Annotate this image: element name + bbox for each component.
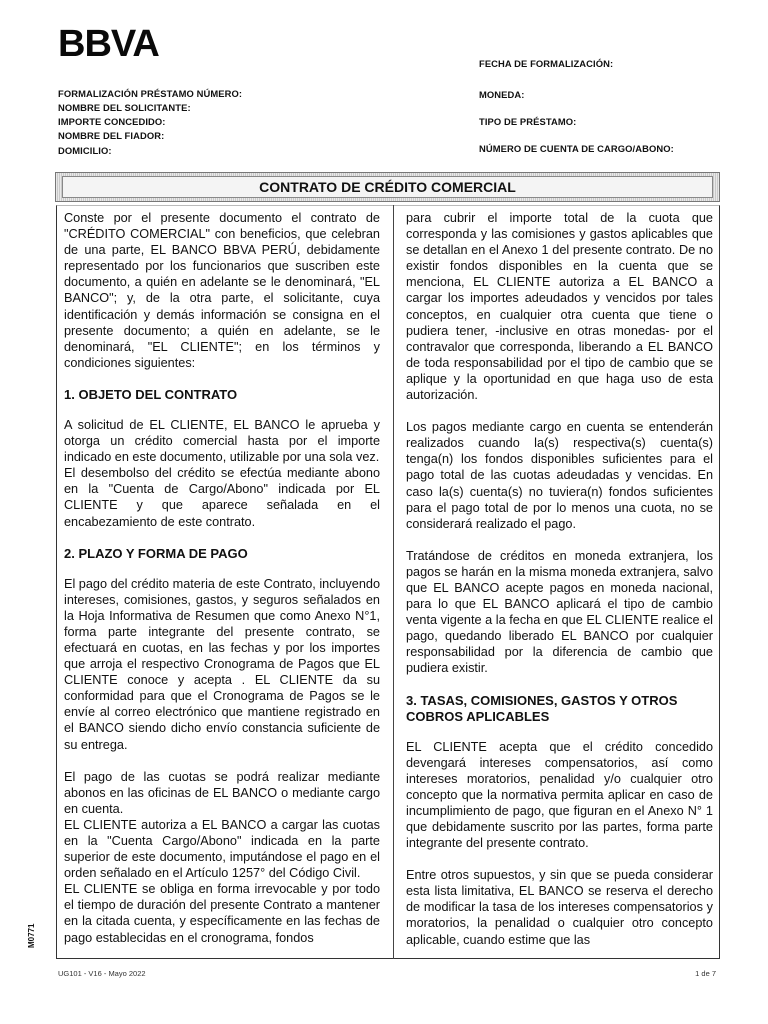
section-2-heading: 2. PLAZO Y FORMA DE PAGO (64, 545, 248, 561)
contract-title: CONTRATO DE CRÉDITO COMERCIAL (259, 179, 516, 195)
section-3-heading: 3. TASAS, COMISIONES, GASTOS Y OTROS COBROS APLICABLES (406, 692, 678, 724)
section-2-paragraph-2: El pago de las cuotas se podrá realizar mediante abonos en las oficinas de EL BANCO o mediante cargo en cuenta. (64, 769, 380, 816)
side-form-code: M0771 (27, 923, 36, 948)
page-number: 1 de 7 (695, 969, 716, 978)
section-2-paragraph-1: El pago del crédito materia de este Contrato, incluyendo intereses, comisiones, gastos, y seguros señalados en la Hoja Informativa de Resumen que como Anexo N°1, forma parte integrante del presente contrato, se efectuará en cuotas, en las fechas y por los importes que arroja el respectivo Cronograma de Pagos que EL CLIENTE conoce y acepta . EL CLIENTE da su conformidad para que el Cronograma de Pagos se le envíe al correo electrónico que mantiene registrado en el BANCO siendo dicho envío constancia suficiente de su entrega. (64, 576, 380, 752)
section-1-heading: 1. OBJETO DEL CONTRATO (64, 386, 238, 402)
section-3-paragraph-1: EL CLIENTE acepta que el crédito concedido devengará intereses compensatorios, así como intereses moratorios, penalidad y/o cualquier otro concepto que la normativa permita aplicar en caso de incumplimiento de pago, que figuran en el Anexo N° 1 que debidamente suscrito por las partes, forma parte integrante del presente contrato. (406, 739, 713, 851)
left-column (64, 210, 380, 946)
section-2-paragraph-4: EL CLIENTE se obliga en forma irrevocable y por todo el tiempo de duración del presente Contrato a mantener en la citada cuenta, y específicamente en las fechas de pago establecidas en el cronograma, fondos (64, 882, 380, 945)
tipo-prestamo-label: TIPO DE PRÉSTAMO: (479, 116, 577, 127)
moneda-label: MONEDA: (479, 89, 525, 100)
section-1-paragraph-2: El desembolso del crédito se efectúa mediante abono en la "Cuenta de Cargo/Abono" indicada por EL CLIENTE y que aparece señalada en el encabezamiento de este contrato. (64, 466, 380, 529)
section-3-paragraph-2: Entre otros supuestos, y sin que se pueda considerar esta lista limitativa, EL BANCO se reserva el derecho de modificar la tasa de los intereses compensatorios y moratorios, la penalidad o cualquier otro concepto aplicable, cuando estime que las (406, 868, 713, 947)
right-column (406, 210, 713, 948)
intro-paragraph: Conste por el presente documento el contrato de "CRÉDITO COMERCIAL" con beneficios, que celebran de una parte, EL BANCO BBVA PERÚ, debidamente representado por los funcionarios que suscriben este documento, a quién en adelante se le denominará, "EL BANCO"; y, de la otra parte, el solicitante, cuya identificación y demás información se consigna en el presente documento; a quién en adelante, se le denominará, "EL CLIENTE"; en los términos y condiciones siguientes: (64, 211, 380, 370)
contract-title-box (55, 172, 720, 202)
bbva-logo (58, 22, 188, 62)
nombre-fiador-label: NOMBRE DEL FIADOR: (58, 130, 165, 141)
logo-text: BBVA (58, 23, 159, 62)
section-2-paragraph-3: EL CLIENTE autoriza a EL BANCO a cargar las cuotas en la "Cuenta Cargo/Abono" indicada en la parte superior de este documento, imputándose el pago en el orden señalado en el Artículo 1257° del Código Civil. (64, 817, 380, 881)
nombre-solicitante-label: NOMBRE DEL SOLICITANTE: (58, 102, 191, 113)
right-paragraph-2: Los pagos mediante cargo en cuenta se entenderán realizados cuando la(s) respectiva(s) cuenta(s) tenga(n) los fondos disponibles suficientes para el pago total de las cuotas adeudadas y vencidas. En caso la(s) cuenta(s) no tuviera(n) fondos suficientes para el pago total de por lo menos una cuota, no se considerará realizado el pago. (406, 420, 713, 531)
importe-concedido-label: IMPORTE CONCEDIDO: (58, 116, 166, 127)
cuenta-cargo-abono-label: NÚMERO DE CUENTA DE CARGO/ABONO: (479, 143, 674, 154)
section-1-paragraph-1: A solicitud de EL CLIENTE, EL BANCO le aprueba y otorga un crédito comercial hasta por el importe indicado en este documento, utilizable por una sola vez. (64, 417, 380, 465)
contract-title-inner (62, 176, 713, 198)
fecha-formalizacion-label: FECHA DE FORMALIZACIÓN: (479, 58, 614, 69)
right-paragraph-1: para cubrir el importe total de la cuota que corresponda y las comisiones y gastos aplicables que se detallan en el Anexo 1 del presente contrato. De no existir fondos disponibles en la cuenta que se menciona, EL CLIENTE autoriza a EL BANCO a cargar los importes adeudados y vencidos por tales conceptos, en cualquier otra cuenta que tiene o pudiera tener, -inclusive en otras monedas- por el contravalor que corresponda, liberando a EL BANCO de toda responsabilidad por el tipo de cambio que se aplique y la oportunidad en que haga uso de esta autorización. (406, 211, 713, 403)
right-paragraph-3: Tratándose de créditos en moneda extranjera, los pagos se harán en la misma moneda extranjera, salvo que EL BANCO acepte pagos en moneda nacional, para lo que EL BANCO aplicará el tipo de cambio venta vigente a la fecha en que EL CLIENTE realice el pago, quedando liberado EL BANCO por cualquier responsabilidad por la diferencia de cambio que pudiera existir. (406, 548, 713, 676)
prestamo-numero-label: FORMALIZACIÓN PRÉSTAMO NÚMERO: (58, 88, 243, 99)
column-divider (393, 205, 394, 959)
document-version: UG101 - V16 - Mayo 2022 (58, 969, 146, 978)
domicilio-label: DOMICILIO: (58, 145, 112, 156)
